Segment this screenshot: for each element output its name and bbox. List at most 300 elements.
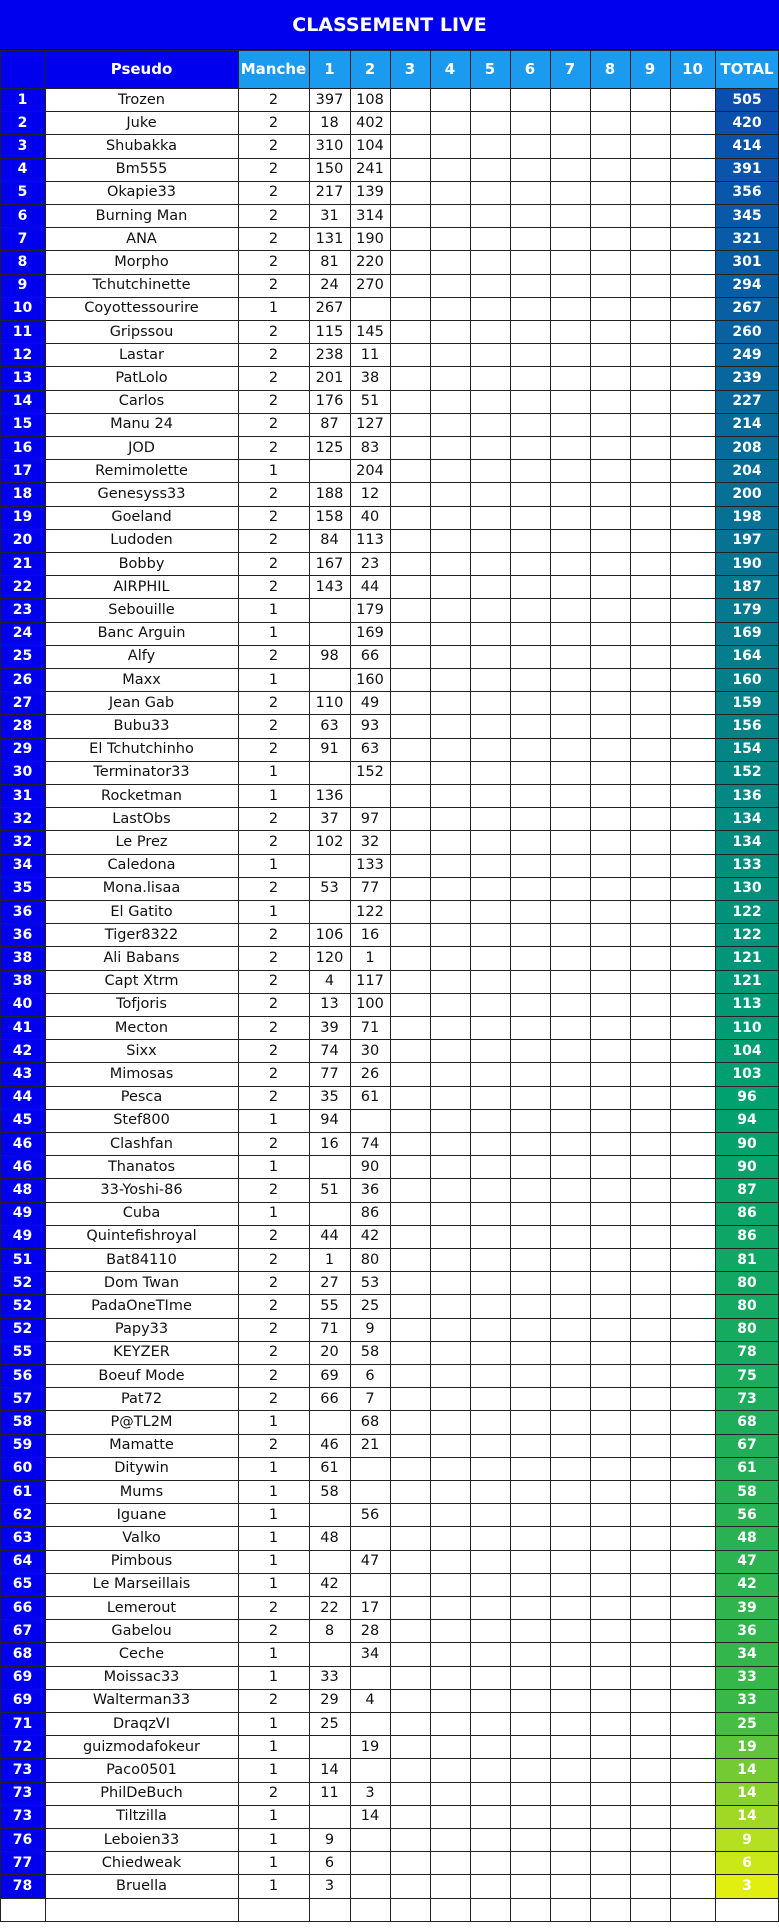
manche-cell: 2	[268, 1019, 279, 1036]
rank-cell: 66	[0, 1596, 45, 1619]
pseudo-cell: Banc Arguin	[97, 625, 186, 642]
total-cell: 294	[715, 274, 779, 297]
manche-cell: 2	[268, 1251, 279, 1268]
round-2-cell: 49	[360, 694, 380, 711]
total-cell: 39	[715, 1596, 779, 1619]
total-cell: 81	[715, 1248, 779, 1271]
total-cell: 19	[715, 1735, 779, 1758]
round-2-cell: 34	[360, 1645, 380, 1662]
round-2-cell: 17	[360, 1599, 380, 1616]
manche-cell: 2	[268, 161, 279, 178]
rank-cell: 29	[0, 738, 45, 761]
pseudo-cell: Lastar	[118, 346, 165, 363]
round-1-cell: 188	[315, 485, 344, 502]
rank-cell: 32	[0, 830, 45, 853]
total-cell: 356	[715, 181, 779, 204]
total-cell: 179	[715, 598, 779, 621]
pseudo-cell: Tiger8322	[104, 926, 179, 943]
round-2-cell: 108	[356, 91, 384, 108]
total-cell: 34	[715, 1642, 779, 1665]
round-1-cell: 1	[324, 1251, 335, 1268]
total-cell: 14	[715, 1782, 779, 1805]
rank-cell: 21	[0, 552, 45, 575]
rank-cell: 14	[0, 390, 45, 413]
pseudo-cell: Bubu33	[113, 717, 170, 734]
rank-cell: 52	[0, 1271, 45, 1294]
manche-cell: 1	[268, 1483, 279, 1500]
round-2-cell: 86	[360, 1205, 380, 1222]
total-cell: 130	[715, 877, 779, 900]
rank-cell: 5	[0, 181, 45, 204]
manche-cell: 1	[268, 1529, 279, 1546]
round-2-cell: 26	[360, 1065, 380, 1082]
pseudo-cell: Tchutchinette	[92, 277, 191, 294]
pseudo-cell: Burning Man	[95, 207, 188, 224]
total-cell: 9	[715, 1828, 779, 1851]
round-2-cell	[350, 1109, 390, 1132]
rank-cell: 24	[0, 622, 45, 645]
column-divider	[350, 50, 351, 1921]
rank-cell: 49	[0, 1202, 45, 1225]
round-2-cell: 56	[360, 1506, 380, 1523]
round-1-cell: 74	[320, 1042, 339, 1059]
round-2-cell	[350, 1480, 390, 1503]
manche-cell: 2	[268, 1344, 279, 1361]
manche-cell: 1	[268, 1205, 279, 1222]
round-1-cell: 125	[315, 439, 344, 456]
total-cell: 152	[715, 761, 779, 784]
rank-cell: 61	[0, 1480, 45, 1503]
round-2-cell: 117	[356, 973, 384, 990]
manche-cell: 2	[268, 277, 279, 294]
rank-cell: 76	[0, 1828, 45, 1851]
total-cell: 345	[715, 204, 779, 227]
pseudo-cell: Pesca	[120, 1089, 163, 1106]
pseudo-cell: Valko	[122, 1529, 161, 1546]
round-2-cell: 204	[356, 462, 384, 479]
round-2-cell: 127	[356, 416, 384, 433]
rank-cell: 58	[0, 1410, 45, 1433]
rank-cell: 60	[0, 1457, 45, 1480]
pseudo-cell: Juke	[126, 114, 157, 131]
total-cell: 122	[715, 923, 779, 946]
manche-cell: 2	[268, 1228, 279, 1245]
round-1-cell: 120	[315, 949, 344, 966]
manche-cell: 2	[268, 1390, 279, 1407]
pseudo-cell: LastObs	[112, 810, 171, 827]
pseudo-cell: Chiedweak	[101, 1854, 182, 1871]
rank-cell: 22	[0, 575, 45, 598]
round-1-cell: 167	[315, 555, 344, 572]
pseudo-cell: guizmodafokeur	[82, 1738, 201, 1755]
total-cell: 73	[715, 1387, 779, 1410]
pseudo-cell: Genesyss33	[97, 485, 186, 502]
round-1-cell: 66	[320, 1390, 339, 1407]
round-2-cell: 53	[360, 1274, 380, 1291]
round-1-cell	[309, 1805, 350, 1828]
manche-cell: 2	[268, 184, 279, 201]
pseudo-cell: Leboien33	[103, 1831, 180, 1848]
pseudo-cell: Remimolette	[95, 462, 188, 479]
round-2-cell: 12	[360, 485, 380, 502]
total-cell: 505	[715, 88, 779, 111]
total-cell: 214	[715, 413, 779, 436]
pseudo-cell: Maxx	[122, 671, 161, 688]
pseudo-cell: Thanatos	[107, 1158, 176, 1175]
pseudo-cell: Pimbous	[110, 1553, 173, 1570]
rank-cell: 16	[0, 436, 45, 459]
round-1-cell: 238	[315, 346, 344, 363]
header-round-9: 9	[630, 50, 670, 88]
round-2-cell: 28	[360, 1622, 380, 1639]
manche-cell: 2	[268, 532, 279, 549]
round-1-cell: 13	[320, 996, 339, 1013]
manche-cell: 2	[268, 439, 279, 456]
round-2-cell: 44	[360, 578, 380, 595]
rank-cell: 46	[0, 1132, 45, 1155]
total-cell: 58	[715, 1480, 779, 1503]
round-2-cell: 14	[360, 1808, 380, 1825]
header-total: TOTAL	[715, 50, 779, 88]
pseudo-cell: Caledona	[107, 857, 176, 874]
total-cell: 48	[715, 1526, 779, 1549]
header-round-8: 8	[590, 50, 630, 88]
pseudo-cell: Stef800	[113, 1112, 170, 1129]
total-cell: 68	[715, 1410, 779, 1433]
total-cell: 110	[715, 1016, 779, 1039]
total-cell: 42	[715, 1573, 779, 1596]
rank-cell: 30	[0, 761, 45, 784]
round-2-cell	[350, 1666, 390, 1689]
pseudo-cell: Mona.lisaa	[102, 880, 181, 897]
rank-cell: 67	[0, 1619, 45, 1642]
total-cell: 239	[715, 366, 779, 389]
round-2-cell	[350, 1526, 390, 1549]
rank-cell: 41	[0, 1016, 45, 1039]
round-1-cell: 48	[320, 1529, 339, 1546]
pseudo-cell: PatLolo	[115, 369, 168, 386]
manche-cell: 2	[268, 1297, 279, 1314]
total-cell: 160	[715, 668, 779, 691]
round-1-cell: 51	[320, 1181, 339, 1198]
manche-cell: 1	[268, 764, 279, 781]
total-cell: 86	[715, 1202, 779, 1225]
pseudo-cell: DraqzVI	[112, 1715, 171, 1732]
pseudo-cell: Ceche	[118, 1645, 165, 1662]
round-1-cell: 71	[320, 1321, 339, 1338]
total-cell: 198	[715, 506, 779, 529]
pseudo-cell: Mums	[119, 1483, 164, 1500]
rank-cell: 17	[0, 459, 45, 482]
total-cell: 36	[715, 1619, 779, 1642]
round-2-cell	[350, 1828, 390, 1851]
pseudo-cell: Okapie33	[106, 184, 177, 201]
manche-cell: 2	[268, 253, 279, 270]
pseudo-cell: AIRPHIL	[113, 578, 170, 595]
rank-cell: 71	[0, 1712, 45, 1735]
round-1-cell: 14	[320, 1761, 339, 1778]
total-cell: 87	[715, 1178, 779, 1201]
round-2-cell: 122	[356, 903, 384, 920]
row-divider	[0, 1921, 779, 1922]
total-cell: 133	[715, 854, 779, 877]
round-1-cell: 3	[324, 1877, 335, 1894]
manche-cell: 2	[268, 91, 279, 108]
column-divider	[630, 50, 631, 1921]
round-1-cell	[309, 761, 350, 784]
total-cell: 420	[715, 111, 779, 134]
pseudo-cell: KEYZER	[113, 1344, 170, 1361]
round-2-cell	[350, 1573, 390, 1596]
rank-cell: 48	[0, 1178, 45, 1201]
round-1-cell: 77	[320, 1065, 339, 1082]
round-2-cell: 23	[360, 555, 380, 572]
rank-cell: 35	[0, 877, 45, 900]
manche-cell: 2	[268, 648, 279, 665]
round-1-cell: 91	[320, 741, 339, 758]
rank-cell: 27	[0, 691, 45, 714]
total-cell: 113	[715, 993, 779, 1016]
manche-cell: 2	[268, 694, 279, 711]
rank-cell: 73	[0, 1805, 45, 1828]
round-2-cell: 241	[356, 161, 384, 178]
total-cell: 56	[715, 1503, 779, 1526]
rank-cell: 68	[0, 1642, 45, 1665]
manche-cell: 2	[268, 833, 279, 850]
round-1-cell	[309, 622, 350, 645]
total-cell: 90	[715, 1132, 779, 1155]
round-2-cell	[350, 297, 390, 320]
manche-cell: 2	[268, 323, 279, 340]
total-cell: 121	[715, 970, 779, 993]
pseudo-cell: Ali Babans	[103, 949, 180, 966]
total-cell: 14	[715, 1805, 779, 1828]
round-2-cell: 51	[360, 393, 380, 410]
header-round-10: 10	[670, 50, 715, 88]
pseudo-cell: El Tchutchinho	[89, 741, 194, 758]
manche-cell: 1	[268, 1413, 279, 1430]
total-cell: 154	[715, 738, 779, 761]
rank-cell: 69	[0, 1689, 45, 1712]
manche-cell: 1	[268, 1112, 279, 1129]
round-2-cell	[350, 1758, 390, 1781]
manche-cell: 1	[268, 1576, 279, 1593]
column-divider	[390, 50, 391, 1921]
total-cell: 122	[715, 900, 779, 923]
total-cell: 121	[715, 946, 779, 969]
pseudo-cell: Dom Twan	[103, 1274, 180, 1291]
total-cell: 156	[715, 714, 779, 737]
round-2-cell: 16	[360, 926, 380, 943]
round-2-cell: 30	[360, 1042, 380, 1059]
manche-cell: 2	[268, 1065, 279, 1082]
total-cell: 321	[715, 227, 779, 250]
round-2-cell: 7	[365, 1390, 375, 1407]
round-1-cell: 25	[320, 1715, 339, 1732]
round-1-cell: 44	[320, 1228, 339, 1245]
round-2-cell: 402	[356, 114, 384, 131]
round-1-cell: 27	[320, 1274, 339, 1291]
round-2-cell: 38	[360, 369, 380, 386]
round-2-cell: 160	[356, 671, 384, 688]
manche-cell: 1	[268, 671, 279, 688]
column-divider	[590, 50, 591, 1921]
round-1-cell: 106	[315, 926, 344, 943]
round-2-cell: 71	[360, 1019, 380, 1036]
manche-cell: 1	[268, 903, 279, 920]
manche-cell: 2	[268, 485, 279, 502]
rank-cell: 9	[0, 274, 45, 297]
pseudo-cell: P@TL2M	[110, 1413, 173, 1430]
manche-cell: 1	[268, 300, 279, 317]
total-cell: 80	[715, 1318, 779, 1341]
rank-cell: 6	[0, 204, 45, 227]
rank-cell: 2	[0, 111, 45, 134]
manche-cell: 2	[268, 1599, 279, 1616]
manche-cell: 2	[268, 741, 279, 758]
manche-cell: 2	[268, 1042, 279, 1059]
total-cell: 190	[715, 552, 779, 575]
rank-cell: 65	[0, 1573, 45, 1596]
rank-cell: 28	[0, 714, 45, 737]
round-2-cell: 179	[356, 601, 384, 618]
rank-cell: 51	[0, 1248, 45, 1271]
round-1-cell: 136	[315, 787, 344, 804]
total-cell: 90	[715, 1155, 779, 1178]
pseudo-cell: Bat84110	[106, 1251, 177, 1268]
round-2-cell: 11	[360, 346, 380, 363]
round-1-cell: 217	[315, 184, 344, 201]
pseudo-cell: Manu 24	[110, 416, 173, 433]
rank-cell: 56	[0, 1364, 45, 1387]
rank-cell: 52	[0, 1318, 45, 1341]
manche-cell: 1	[268, 1854, 279, 1871]
pseudo-cell: Mimosas	[109, 1065, 174, 1082]
manche-cell: 1	[268, 1506, 279, 1523]
total-cell: 86	[715, 1225, 779, 1248]
pseudo-cell: Bruella	[116, 1877, 167, 1894]
round-1-cell: 61	[320, 1460, 339, 1477]
round-1-cell: 55	[320, 1297, 339, 1314]
round-1-cell	[309, 1735, 350, 1758]
manche-cell: 1	[268, 1831, 279, 1848]
round-1-cell: 63	[320, 717, 339, 734]
manche-cell: 2	[268, 346, 279, 363]
round-1-cell	[309, 1550, 350, 1573]
pseudo-cell: Lemerout	[106, 1599, 177, 1616]
manche-cell: 2	[268, 393, 279, 410]
total-cell: 104	[715, 1039, 779, 1062]
rank-cell: 15	[0, 413, 45, 436]
rank-cell: 49	[0, 1225, 45, 1248]
round-2-cell: 40	[360, 509, 380, 526]
round-1-cell	[309, 1642, 350, 1665]
round-2-cell: 139	[356, 184, 384, 201]
manche-cell: 2	[268, 1321, 279, 1338]
round-2-cell: 93	[360, 717, 380, 734]
pseudo-cell: Sebouille	[108, 601, 175, 618]
pseudo-cell: Walterman33	[92, 1692, 191, 1709]
round-1-cell: 310	[315, 137, 344, 154]
rank-cell: 62	[0, 1503, 45, 1526]
rank-cell: 40	[0, 993, 45, 1016]
rank-cell: 59	[0, 1434, 45, 1457]
total-cell: 204	[715, 459, 779, 482]
total-cell: 75	[715, 1364, 779, 1387]
manche-cell: 2	[268, 114, 279, 131]
manche-cell: 1	[268, 625, 279, 642]
header-round-7: 7	[550, 50, 590, 88]
header-rank-blank	[0, 50, 45, 88]
column-divider	[45, 50, 46, 1921]
round-2-cell: 9	[365, 1321, 375, 1338]
total-cell: 80	[715, 1294, 779, 1317]
round-1-cell: 53	[320, 880, 339, 897]
rank-cell: 73	[0, 1782, 45, 1805]
total-cell: 187	[715, 575, 779, 598]
rank-cell: 4	[0, 158, 45, 181]
round-1-cell: 201	[315, 369, 344, 386]
pseudo-cell: Capt Xtrm	[104, 973, 179, 990]
header-round-2: 2	[350, 50, 390, 88]
round-1-cell: 143	[315, 578, 344, 595]
total-cell: 94	[715, 1109, 779, 1132]
sheet-title: CLASSEMENT LIVE	[0, 0, 779, 50]
round-2-cell: 169	[356, 625, 384, 642]
manche-cell: 2	[268, 578, 279, 595]
rank-cell: 72	[0, 1735, 45, 1758]
rank-cell: 23	[0, 598, 45, 621]
total-cell: 80	[715, 1271, 779, 1294]
round-2-cell: 36	[360, 1181, 380, 1198]
round-1-cell: 31	[320, 207, 339, 224]
pseudo-cell: Alfy	[127, 648, 156, 665]
total-cell: 14	[715, 1758, 779, 1781]
total-cell: 159	[715, 691, 779, 714]
pseudo-cell: Moissac33	[103, 1669, 180, 1686]
pseudo-cell: Iguane	[116, 1506, 167, 1523]
column-divider	[430, 50, 431, 1921]
rank-cell: 63	[0, 1526, 45, 1549]
rank-cell: 64	[0, 1550, 45, 1573]
pseudo-cell: Carlos	[118, 393, 165, 410]
column-divider	[715, 50, 716, 1921]
pseudo-cell: Sixx	[126, 1042, 157, 1059]
total-cell: 260	[715, 320, 779, 343]
pseudo-cell: Bobby	[118, 555, 165, 572]
total-cell: 227	[715, 390, 779, 413]
total-cell: 414	[715, 134, 779, 157]
round-2-cell: 66	[360, 648, 380, 665]
rank-cell: 11	[0, 320, 45, 343]
round-1-cell: 397	[315, 91, 344, 108]
column-divider	[670, 50, 671, 1921]
round-1-cell: 11	[320, 1785, 339, 1802]
round-1-cell: 94	[320, 1112, 339, 1129]
pseudo-cell: Gabelou	[111, 1622, 172, 1639]
rank-cell: 32	[0, 807, 45, 830]
round-1-cell: 267	[315, 300, 344, 317]
manche-cell: 1	[268, 1460, 279, 1477]
total-cell: 134	[715, 830, 779, 853]
round-1-cell: 58	[320, 1483, 339, 1500]
manche-cell: 2	[268, 949, 279, 966]
rank-cell: 55	[0, 1341, 45, 1364]
round-2-cell: 190	[356, 230, 384, 247]
pseudo-cell: PhilDeBuch	[100, 1785, 183, 1802]
round-1-cell	[309, 459, 350, 482]
round-2-cell: 19	[360, 1738, 380, 1755]
